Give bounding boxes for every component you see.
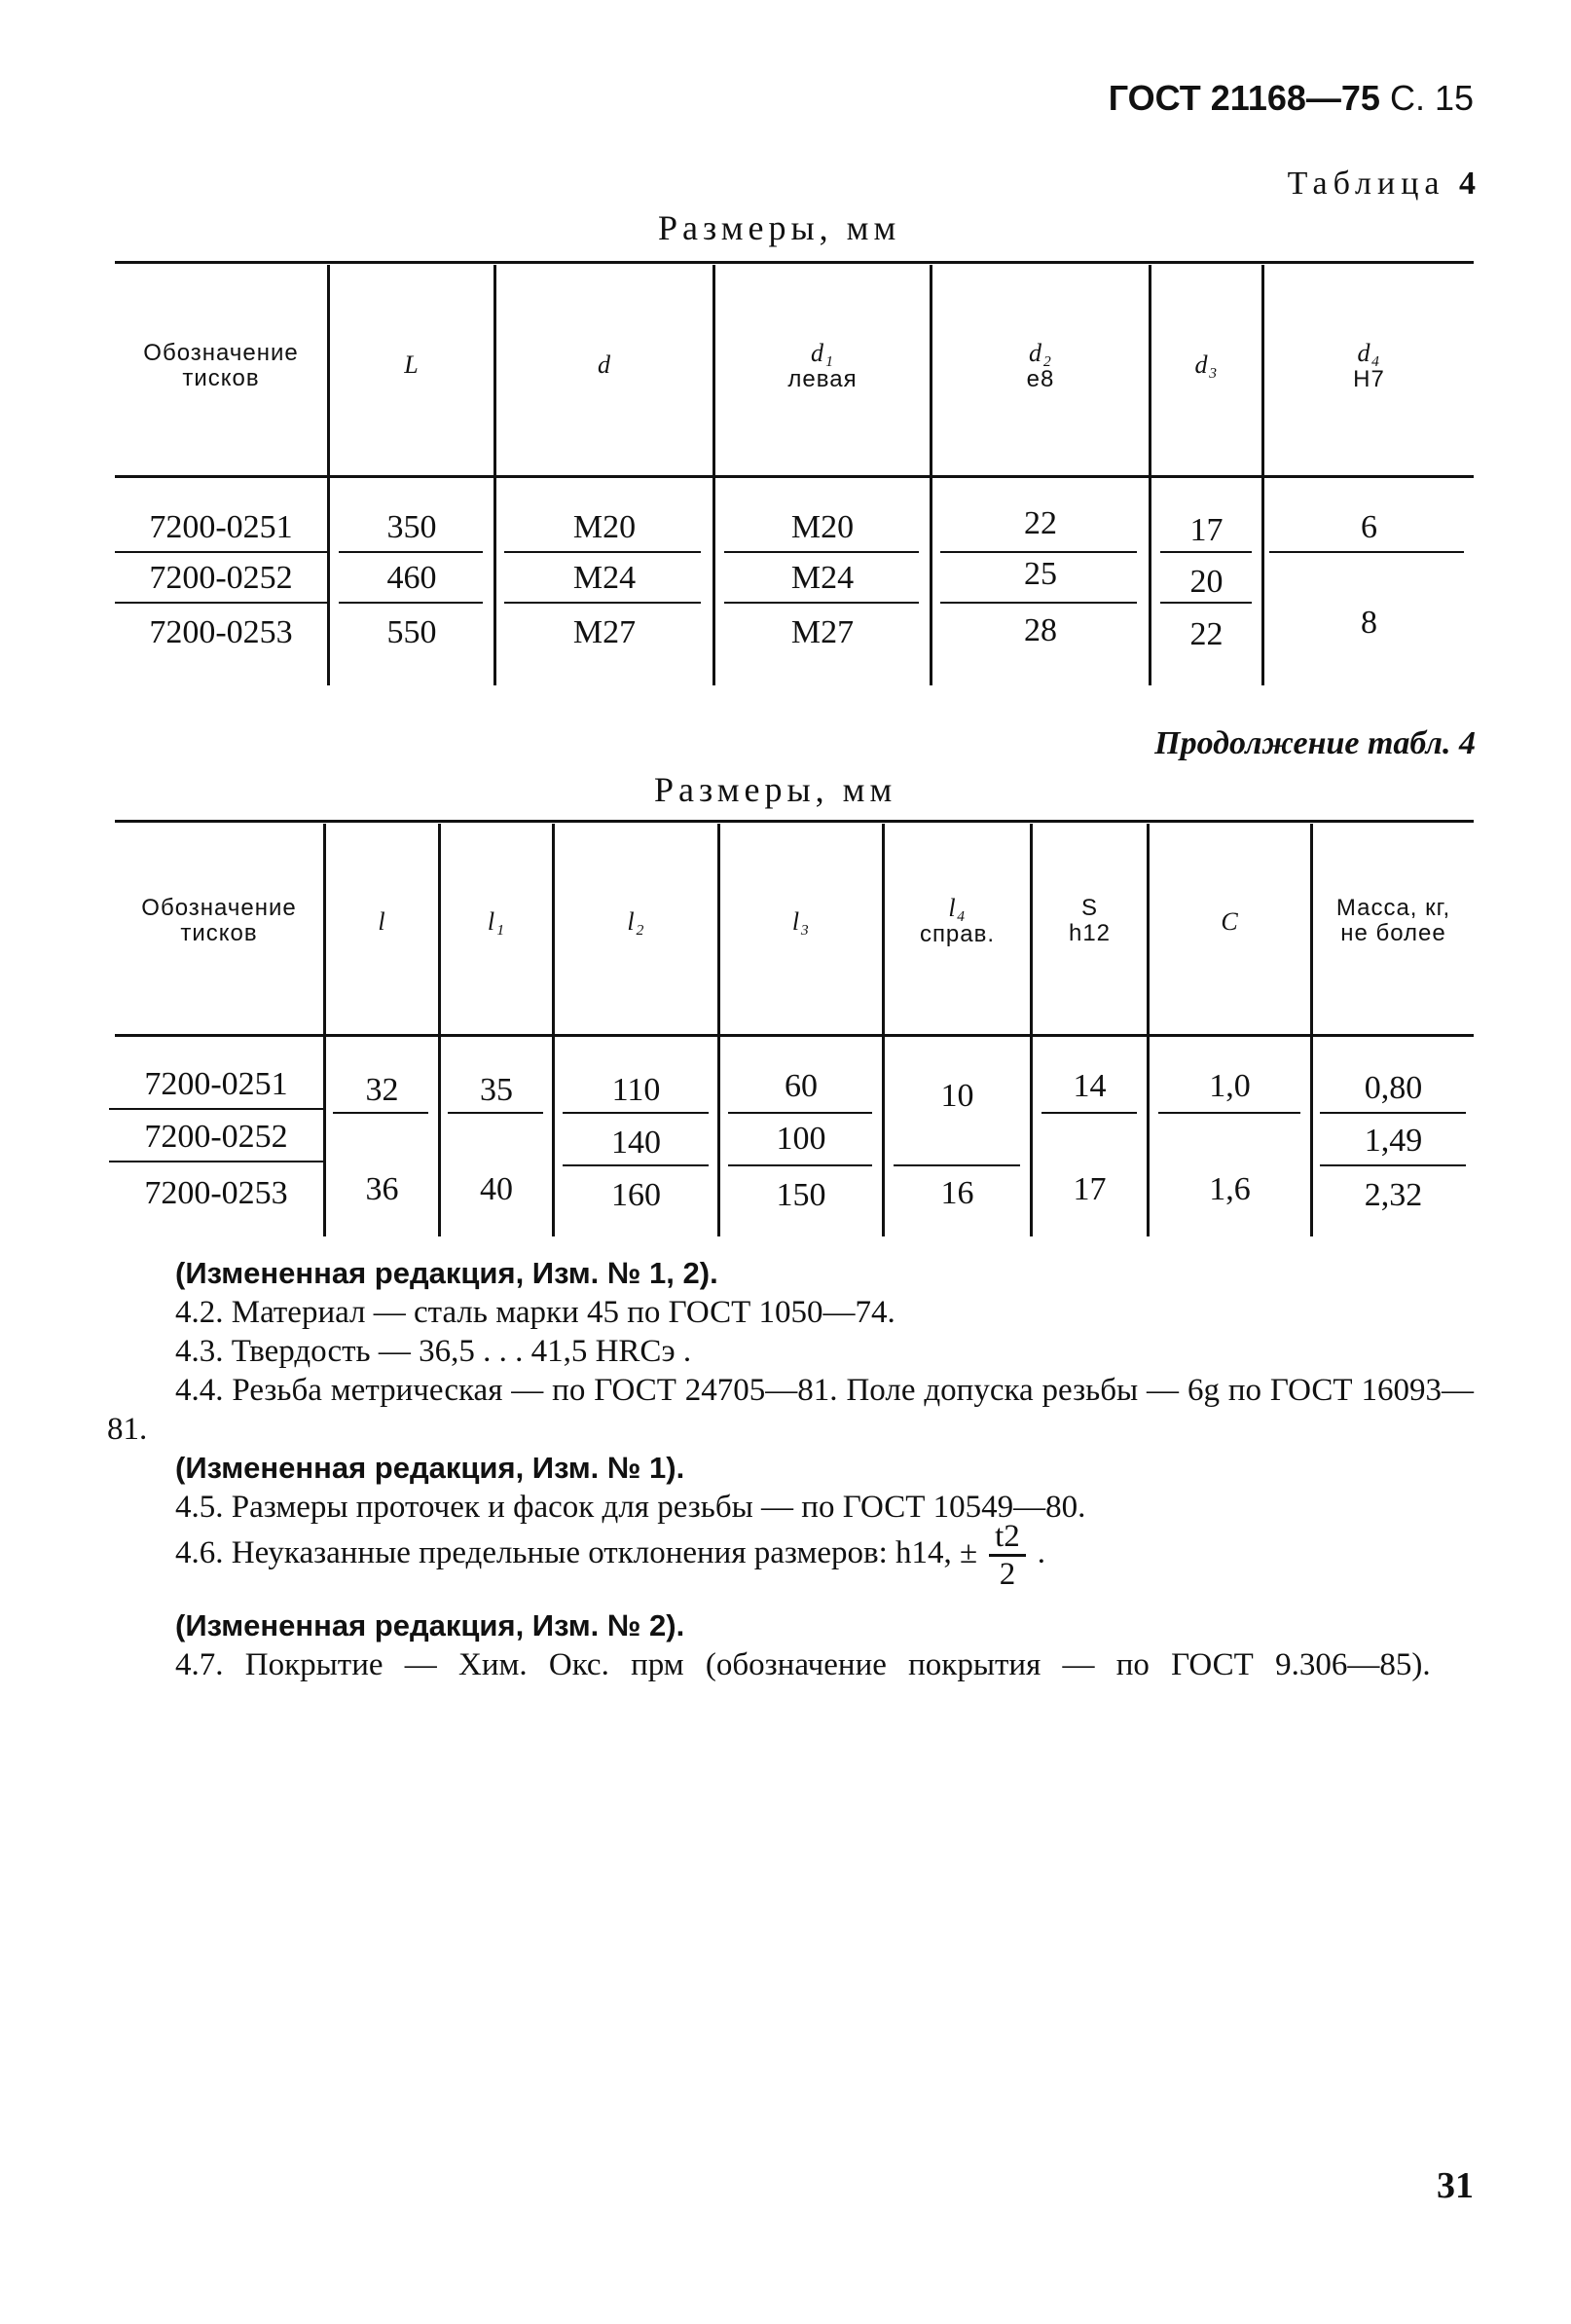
cell-l: 32	[365, 1072, 399, 1108]
page-header	[1109, 78, 1474, 119]
tolerance-fraction: $\frac{t2}{2}$	[989, 1519, 1026, 1592]
col-d4: d₄ H7	[1353, 339, 1385, 392]
table-row: 7200-0251	[144, 1066, 288, 1102]
cell-l3: 60	[785, 1068, 818, 1104]
cell-s: 14	[1073, 1068, 1107, 1104]
col-d3: d₃	[1194, 350, 1219, 379]
col-c: C	[1221, 907, 1239, 936]
clause-4-4: 4.4. Резьба метрическая — по ГОСТ 24705—81. Поле допуска резьбы — 6g по ГОСТ 16093—81.	[107, 1373, 1474, 1447]
cell-l2: 140	[611, 1125, 661, 1161]
col-l3: l₃	[791, 907, 811, 936]
cell-l: 36	[365, 1171, 399, 1207]
table4-cont-caption: Размеры, мм	[654, 770, 897, 809]
clause-4-2: 4.2. Материал — сталь марки 45 по ГОСТ 1050—74.	[175, 1295, 895, 1330]
cell-l1: 40	[480, 1171, 513, 1207]
cell-l1: 35	[480, 1072, 513, 1108]
continuation-label: Продолжение табл. 4	[1154, 725, 1476, 761]
cell-mass: 1,49	[1364, 1123, 1423, 1159]
table-row: 7200-0253	[144, 1175, 288, 1211]
table-label	[1288, 166, 1476, 203]
col-L: L	[404, 350, 420, 379]
cell-s: 17	[1073, 1171, 1107, 1207]
table-label-word: Таблица	[1287, 166, 1445, 202]
col-s: S h12	[1068, 895, 1112, 946]
cell-mass: 2,32	[1364, 1177, 1423, 1213]
col-designation: Обозначение тисков	[143, 340, 299, 391]
cell-l2: 110	[611, 1072, 661, 1108]
cell-l4: 10	[940, 1078, 974, 1114]
col-l: l	[378, 907, 386, 936]
cell-l3: 100	[776, 1121, 826, 1157]
col-mass: Масса, кг, не более	[1335, 895, 1451, 946]
col-designation: Обозначение тисков	[141, 895, 297, 946]
cell-l4: 16	[940, 1175, 974, 1211]
cell-c: 1,0	[1209, 1068, 1251, 1104]
cell-c: 1,6	[1209, 1171, 1251, 1207]
d4-merged-value: 8	[1361, 605, 1377, 641]
clause-4-7: 4.7. Покрытие — Хим. Окс. прм (обозначение покрытия — по ГОСТ 9.306—85).	[175, 1647, 1431, 1682]
clause-4-6: 4.6. Неуказанные предельные отклонения размеров: h14, ± $\frac{t2}{2}$ .	[175, 1519, 1046, 1592]
col-d: d	[598, 350, 611, 379]
cell-l2: 160	[611, 1177, 661, 1213]
table4-caption: Размеры, мм	[658, 208, 901, 247]
col-l2: l₂	[627, 907, 645, 936]
col-l4: l₄ справ.	[919, 894, 996, 947]
standard-code: ГОСТ 21168—75	[1108, 78, 1380, 118]
page-number: 31	[1437, 2165, 1474, 2206]
amendment-note: (Измененная редакция, Изм. № 2).	[175, 1608, 685, 1642]
clause-4-3: 4.3. Твердость — 36,5 . . . 41,5 HRCэ .	[175, 1334, 692, 1369]
col-d2: d₂ e8	[1026, 339, 1055, 392]
amendment-note: (Измененная редакция, Изм. № 1).	[175, 1451, 685, 1485]
cell-l3: 150	[776, 1177, 826, 1213]
cell-mass: 0,80	[1364, 1070, 1423, 1106]
col-l1: l₁	[487, 907, 506, 936]
table-label-number: 4	[1459, 166, 1476, 202]
col-d1: d₁ левая	[787, 339, 858, 392]
page-ref: С. 15	[1389, 78, 1474, 118]
clause-4-5: 4.5. Размеры проточек и фасок для резьбы — по ГОСТ 10549—80.	[175, 1490, 1086, 1525]
amendment-note: (Измененная редакция, Изм. № 1, 2).	[175, 1256, 718, 1290]
table-row: 7200-0252	[144, 1119, 288, 1155]
